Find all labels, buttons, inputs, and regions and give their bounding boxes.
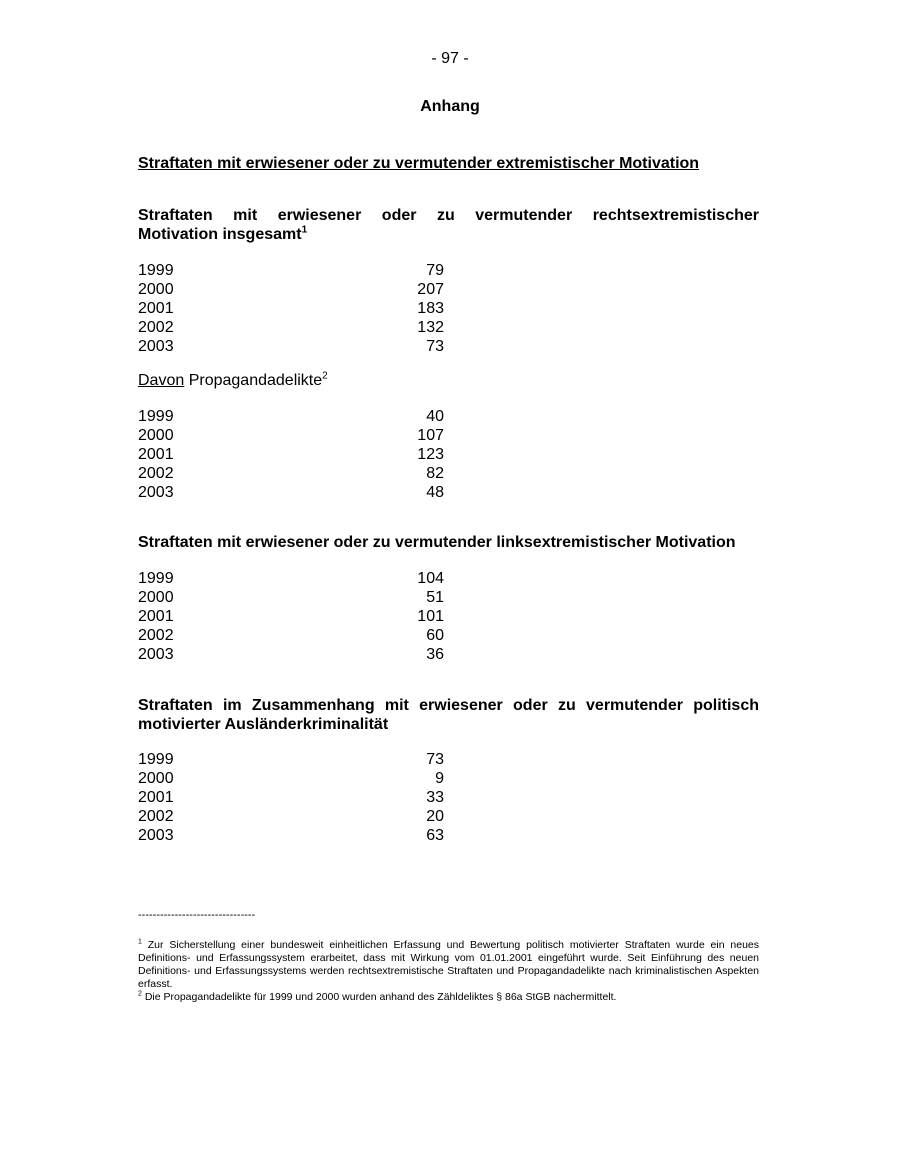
- propaganda-table: [138, 407, 444, 502]
- table-row: [138, 445, 444, 464]
- value-cell: 123: [417, 446, 444, 463]
- value-cell: 73: [426, 338, 444, 355]
- value-cell: 132: [417, 319, 444, 336]
- table-row: [138, 607, 444, 626]
- value-cell: 9: [435, 770, 444, 787]
- year-cell: 1999: [138, 570, 174, 587]
- value-cell: 82: [426, 465, 444, 482]
- year-cell: 2003: [138, 646, 174, 663]
- year-cell: 2000: [138, 427, 174, 444]
- table-row: [138, 769, 444, 788]
- section-foreign-heading-line2: motivierter Ausländerkriminalität: [138, 716, 389, 733]
- footnote-ref-1: 1: [301, 224, 308, 236]
- section-foreign-heading-line1: Straftaten im Zusammenhang mit erwiesener oder zu vermutender politisch: [138, 697, 759, 714]
- value-cell: 107: [417, 427, 444, 444]
- table-row: [138, 299, 444, 318]
- year-cell: 2001: [138, 300, 174, 317]
- table-row: [138, 337, 444, 356]
- propaganda-heading: [138, 372, 328, 390]
- footnotes: [138, 939, 759, 1004]
- section-right-heading-line2: Motivation insgesamt: [138, 226, 302, 243]
- footnote-1: [138, 939, 759, 991]
- year-cell: 1999: [138, 408, 174, 425]
- table-row: [138, 750, 444, 769]
- value-cell: 79: [426, 262, 444, 279]
- section-foreign-heading: [138, 696, 759, 734]
- table-row: [138, 569, 444, 588]
- page-title: Anhang: [420, 98, 480, 115]
- value-cell: 101: [417, 608, 444, 625]
- table-row: [138, 464, 444, 483]
- year-cell: 2002: [138, 627, 174, 644]
- year-cell: 2002: [138, 319, 174, 336]
- main-heading: Straftaten mit erwiesener oder zu vermutender extremistischer Motivation: [138, 155, 700, 172]
- year-cell: 2000: [138, 281, 174, 298]
- section-right-heading: [138, 206, 759, 244]
- value-cell: 63: [426, 827, 444, 844]
- footnote-ref-2: 2: [322, 370, 328, 382]
- value-cell: 73: [426, 751, 444, 768]
- footnote-separator: --------------------------------: [138, 909, 256, 921]
- table-row: [138, 407, 444, 426]
- section-left-heading: Straftaten mit erwiesener oder zu vermutender linksextremistischer Motivation: [138, 534, 736, 551]
- section-foreign-table: [138, 750, 444, 845]
- table-row: [138, 626, 444, 645]
- table-row: [138, 588, 444, 607]
- value-cell: 183: [417, 300, 444, 317]
- value-cell: 60: [426, 627, 444, 644]
- page-number: - 97 -: [431, 50, 469, 67]
- section-left-table: [138, 569, 444, 664]
- year-cell: 2003: [138, 827, 174, 844]
- footnote-2: [138, 991, 759, 1004]
- value-cell: 40: [426, 408, 444, 425]
- year-cell: 2001: [138, 446, 174, 463]
- table-row: [138, 826, 444, 845]
- year-cell: 1999: [138, 262, 174, 279]
- table-row: [138, 483, 444, 502]
- footnote-text-1: Zur Sicherstellung einer bundesweit einheitlichen Erfassung und Bewertung politisch motivierter Straftaten wurde ein neues Definitions- und Erfassungssystem erarbeitet, dass mit Wirkung vom 01.01.2001 eingeführt wurde. Seit Einführung des neuen Definitions- und Erfassungssystems werden rechtsextremistische Straftaten und Propagandadelikte nach kriminalistischen Aspekten erfasst.: [138, 939, 760, 990]
- footnote-text-2: Die Propagandadelikte für 1999 und 2000 wurden anhand des Zähldeliktes § 86a StGB nachermittelt.: [144, 991, 617, 1003]
- propaganda-label: Propagandadelikte: [188, 372, 323, 389]
- table-row: [138, 261, 444, 280]
- year-cell: 2000: [138, 589, 174, 606]
- table-row: [138, 807, 444, 826]
- year-cell: 2000: [138, 770, 174, 787]
- table-row: [138, 318, 444, 337]
- value-cell: 20: [426, 808, 444, 825]
- table-row: [138, 426, 444, 445]
- value-cell: 104: [417, 570, 444, 587]
- footnote-mark-1: 1: [138, 938, 142, 946]
- value-cell: 51: [426, 589, 444, 606]
- year-cell: 2002: [138, 465, 174, 482]
- table-row: [138, 645, 444, 664]
- value-cell: 36: [426, 646, 444, 663]
- value-cell: 207: [417, 281, 444, 298]
- year-cell: 1999: [138, 751, 174, 768]
- year-cell: 2003: [138, 484, 174, 501]
- table-row: [138, 280, 444, 299]
- table-row: [138, 788, 444, 807]
- value-cell: 48: [426, 484, 444, 501]
- footnote-mark-2: 2: [138, 990, 142, 998]
- value-cell: 33: [426, 789, 444, 806]
- davon-label: Davon: [138, 372, 185, 389]
- year-cell: 2002: [138, 808, 174, 825]
- year-cell: 2001: [138, 789, 174, 806]
- year-cell: 2001: [138, 608, 174, 625]
- section-right-table: [138, 261, 444, 356]
- section-right-heading-line1: Straftaten mit erwiesener oder zu vermutender rechtsextremistischer: [138, 207, 759, 224]
- year-cell: 2003: [138, 338, 174, 355]
